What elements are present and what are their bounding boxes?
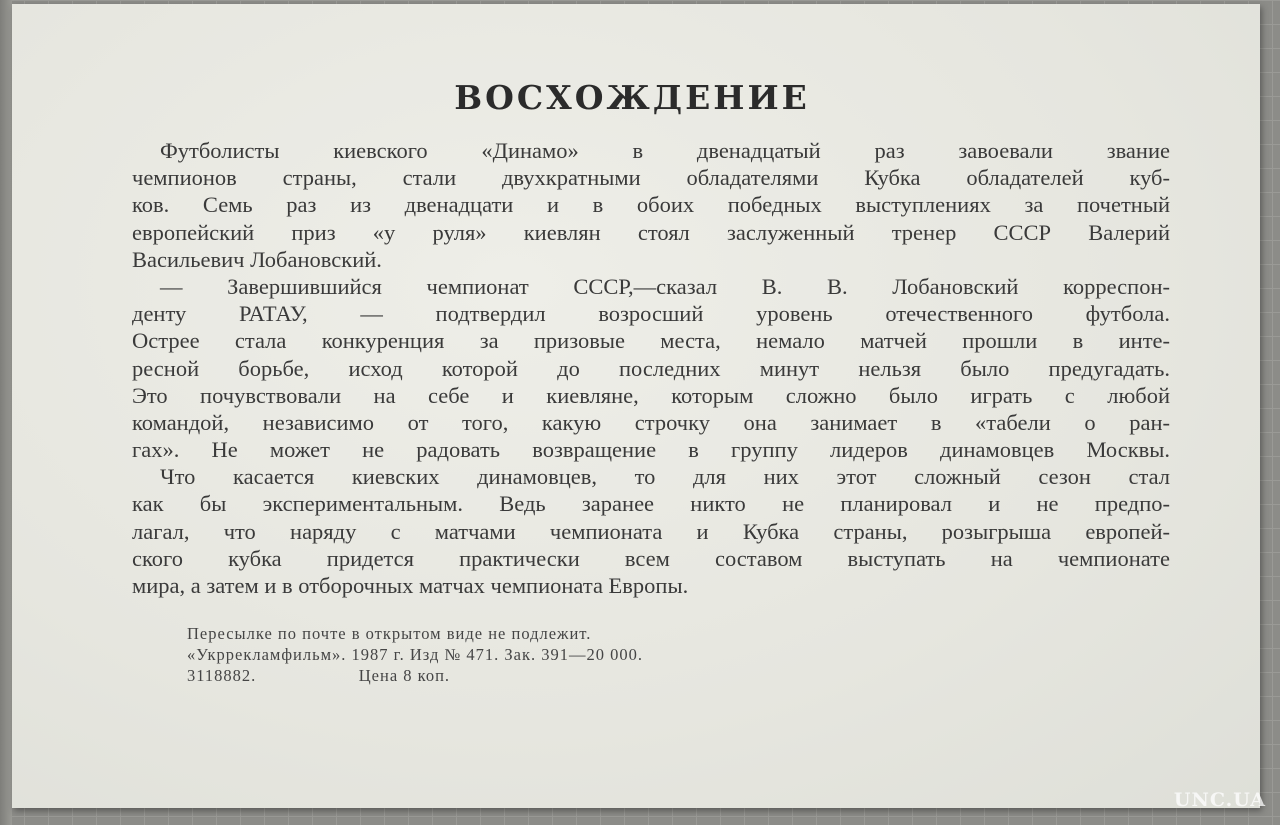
article-line: командой, независимо от того, какую строчку она занимает в «табели о ран- xyxy=(132,409,1170,435)
article-line: Что касается киевских динамовцев, то для них этот сложный сезон стал xyxy=(160,464,1170,490)
article-line: чемпионов страны, стали двухкратными обладателями Кубка обладателей куб- xyxy=(132,165,1170,191)
article-line: мира, а затем и в отборочных матчах чемпионата Европы. xyxy=(132,573,689,598)
article-line: лагал, что наряду с матчами чемпионата и Кубка страны, розыгрыша европей- xyxy=(132,518,1170,544)
article-body xyxy=(132,137,1170,599)
card-edge-shadow xyxy=(0,0,12,825)
article-line: ков. Семь раз из двенадцати и в обоих победных выступлениях за почетный xyxy=(132,192,1170,218)
article-line: как бы экспериментальным. Ведь заранее никто не планировал и не предпо- xyxy=(132,491,1170,517)
article-line: европейский приз «у руля» киевлян стоял заслуженный тренер СССР Валерий xyxy=(132,219,1170,245)
price-info: 3118882. Цена 8 коп. xyxy=(187,666,451,685)
article-line: Футболисты киевского «Динамо» в двенадцатый раз завоевали звание xyxy=(160,138,1170,163)
site-watermark: UNC.UA xyxy=(1173,789,1266,811)
publisher-info: «Укррекламфильм». 1987 г. Изд № 471. Зак. 391—20 000. xyxy=(187,645,643,664)
article-line: денту РАТАУ, — подтвердил возросший уровень отечественного футбола. xyxy=(132,301,1170,327)
postcard xyxy=(12,4,1260,808)
article-line: — Завершившийся чемпионат СССР,—сказал В. В. Лобановский корреспон- xyxy=(160,273,1170,299)
article-line: Васильевич Лобановский. xyxy=(132,246,382,272)
article-line: Это почувствовали на себе и киевляне, которым сложно было играть с любой xyxy=(132,382,1170,408)
page-title: ВОСХОЖДЕНИЕ xyxy=(454,78,810,117)
postal-notice: Пересылке по почте в открытом виде не подлежит. xyxy=(187,624,592,643)
publisher-imprint xyxy=(187,623,643,686)
article-line: Острее стала конкуренция за призовые места, немало матчей прошли в инте- xyxy=(132,328,1170,354)
article-line: ресной борьбе, исход которой до последних минут нельзя было предугадать. xyxy=(132,355,1170,381)
article-line: ского кубка придется практически всем составом выступать на чемпионате xyxy=(132,545,1170,571)
article-line: гах». Не может не радовать возвращение в группу лидеров динамовцев Москвы. xyxy=(132,437,1170,463)
